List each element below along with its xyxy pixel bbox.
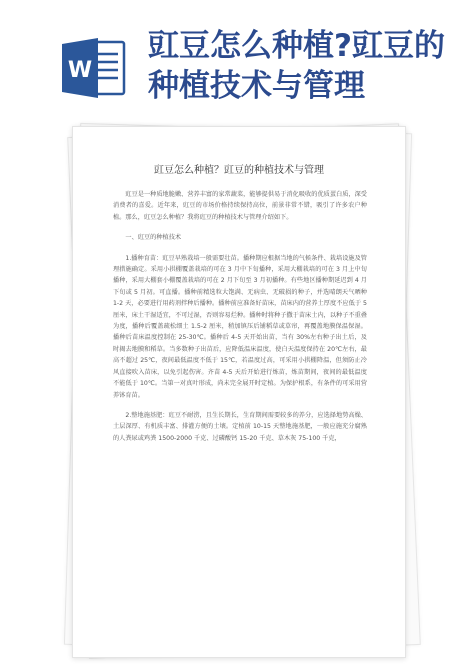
paragraph-sowing: 1.播种育苗：豇豆早熟栽培一般需要壮苗。播种期应根据当地的气候条件、栽培设施及管理措施确定。采用小拱棚覆盖栽培的可在 3 月中下旬播种，采用大棚栽培的可在 3 月上中旬播种，采用大棚套小棚覆盖栽培的可在 2 月下旬至 3 月初播种。有些地区播种期延迟到 4 月下旬或 5 月初。可直播。播种前精选粒大饱满、无病虫、无破损的种子，并选晴朗天气晒种 1-2 天，必要进行用药剂拌种后播种。播种前应准备好苗床，苗床内的营养土厚度不应低于 5 厘米，床土干湿适宜，不可过湿，否则容易烂种。播种时将种子撒于苗床土内，以种子不重叠为度，播种后覆盖疏松细土 1.5-2 厘米，稍加镇压后铺稻草或草帘，再覆盖地膜保温保湿。播种后苗床温度控制在 25-30℃。播种后 4-5 天开始出苗，当有 30%左右种子出土后，及时揭去地膜和稻草。当多数种子出苗后，应降低温床温度，使白天温度保持在 20℃左右，最高不超过 25℃，夜间最低温度不低于 15℃，若温度过高，可采用小拱棚降温，但须防止冷风直接吹入苗床，以免引起伤害。齐苗 4-5 天后开始进行炼苗，炼苗期间，夜间的最低温度不能低于 10℃。当第一对真叶形成，尚未完全展开时定植。为保护根系，有条件的可采用营养钵育苗。 xyxy=(113,254,367,399)
document-body xyxy=(113,189,367,453)
banner xyxy=(0,0,474,128)
section-heading: 一、豇豆的种植技术 xyxy=(125,234,182,242)
word-document-icon xyxy=(58,32,130,104)
paragraph-intro: 豇豆是一种质地脆嫩、营养丰富的家常蔬菜，能够提供易于消化吸收的优质蛋白质，深受消费者的喜爱。近年来，豇豆的市场价格持续保持高位，前景非常不错，吸引了许多农户种植。那么，豇豆怎么种植？我将豇豆的种植技术与管理介绍如下。 xyxy=(113,191,367,221)
banner-title: 豇豆怎么种植?豇豆的种植技术与管理 xyxy=(148,28,445,104)
document-title: 豇豆怎么种植？豇豆的种植技术与管理 xyxy=(154,165,324,176)
paragraph-fertilizing: 2.整地施基肥：豇豆不耐涝，且生长期长，生育期间需要较多的养分，应选择地势高燥、土层深厚、有机质丰富、排灌方便的土壤。定植前 10-15 天整地施基肥，一般应施充分腐熟的人粪尿或鸡粪 1500-2000 千克、过磷酸钙 15-20 千克、草木灰 75-100 千克， xyxy=(113,411,367,442)
document-page xyxy=(72,126,406,658)
svg-text:W: W xyxy=(67,58,93,83)
